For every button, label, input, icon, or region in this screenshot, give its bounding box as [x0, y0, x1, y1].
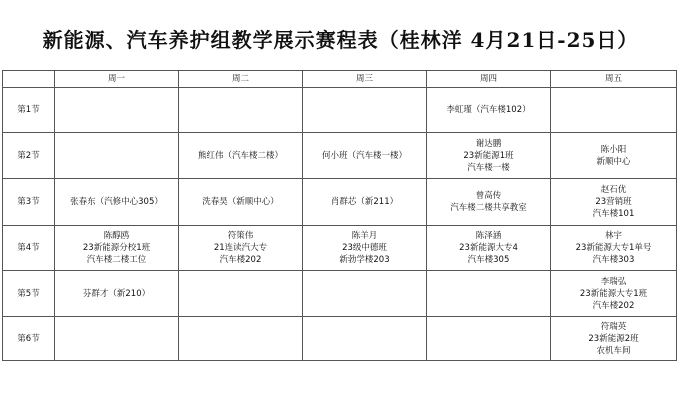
class-name: 21连读汽大专 [213, 243, 268, 253]
day-header-mon: 周一 [55, 71, 179, 88]
day-header-fri: 周五 [551, 71, 677, 88]
header-row [3, 71, 677, 88]
period-label-1: 第1节 [3, 88, 55, 133]
cell-p2-fri [551, 133, 677, 179]
teacher-name: 符瑞英 [600, 321, 627, 332]
cell-p3-thu [427, 179, 551, 226]
location: 汽车楼二楼工位 [86, 255, 147, 265]
cell-text: 李虹瑾（汽车楼102） [446, 105, 531, 115]
period-row-3 [3, 179, 677, 226]
cell-text: 何小班（汽车楼一楼） [321, 150, 407, 161]
cell-p4-wed [303, 226, 427, 271]
teacher-name: 曾高传 [475, 191, 502, 201]
cell-p5-thu [427, 271, 551, 317]
location: 新顺中心 [596, 156, 631, 167]
cell-p6-wed [303, 317, 427, 361]
cell-text: 芬群才（新210） [82, 288, 151, 299]
class-name: 23级中德班 [342, 243, 387, 253]
teacher-name: 陈小阳 [600, 144, 627, 155]
cell-p3-wed [303, 179, 427, 226]
teacher-name: 谢达鹏 [475, 138, 502, 149]
cell-p3-tue [179, 179, 303, 226]
location: 汽车楼101 [592, 209, 635, 219]
cell-p5-fri [551, 271, 677, 317]
page-title: 新能源、汽车养护组教学展示赛程表（桂林洋 4月21日-25日） [42, 28, 639, 52]
location: 汽车楼303 [592, 255, 635, 265]
cell-p4-thu [427, 226, 551, 271]
cell-p2-tue [179, 133, 303, 179]
location: 汽车楼202 [219, 255, 262, 265]
period-row-6 [3, 317, 677, 361]
cell-text: 洗春昊（新顺中心） [202, 197, 279, 207]
teacher-name: 符策伟 [227, 231, 254, 241]
cell-p1-mon [55, 88, 179, 133]
cell-p2-thu [427, 133, 551, 179]
teacher-name: 赵石优 [600, 185, 627, 195]
class-name: 23新能源1班 [463, 150, 514, 161]
cell-p4-fri [551, 226, 677, 271]
corner-cell [3, 71, 55, 88]
cell-p2-wed [303, 133, 427, 179]
class-name: 23新能源大专1单号 [575, 243, 652, 253]
cell-p3-mon [55, 179, 179, 226]
period-row-5 [3, 271, 677, 317]
location: 汽车楼二楼共享教室 [450, 203, 527, 213]
location: 汽车楼305 [467, 255, 510, 265]
cell-text: 肖群芯（新211） [330, 197, 399, 207]
cell-p4-tue [179, 226, 303, 271]
day-header-tue: 周二 [179, 71, 303, 88]
cell-p5-tue [179, 271, 303, 317]
location: 汽车楼202 [592, 300, 635, 311]
cell-p5-mon [55, 271, 179, 317]
cell-text: 熊红伟（汽车楼二楼） [197, 150, 283, 161]
period-label-4: 第4节 [3, 226, 55, 271]
cell-p1-fri [551, 88, 677, 133]
class-name: 23新能源分校1班 [82, 243, 151, 253]
cell-p2-mon [55, 133, 179, 179]
class-name: 23营销班 [595, 197, 632, 207]
teacher-name: 李瑞弘 [600, 276, 627, 287]
location: 汽车楼一楼 [467, 162, 510, 173]
schedule-table [2, 70, 677, 361]
teacher-name: 陈醇鸥 [103, 231, 130, 241]
period-label-2: 第2节 [3, 133, 55, 179]
cell-p3-fri [551, 179, 677, 226]
cell-p1-tue [179, 88, 303, 133]
cell-text: 张春东（汽修中心305） [70, 197, 163, 207]
cell-p6-fri [551, 317, 677, 361]
period-row-2 [3, 133, 677, 179]
period-label-5: 第5节 [3, 271, 55, 317]
cell-p1-wed [303, 88, 427, 133]
period-label-6: 第6节 [3, 317, 55, 361]
class-name: 23新能源大专1班 [579, 288, 648, 299]
cell-p5-wed [303, 271, 427, 317]
period-row-4 [3, 226, 677, 271]
teacher-name: 林宇 [604, 231, 622, 241]
period-label-3: 第3节 [3, 179, 55, 226]
teacher-name: 陈羊月 [351, 231, 378, 241]
cell-p6-thu [427, 317, 551, 361]
period-row-1 [3, 88, 677, 133]
cell-p4-mon [55, 226, 179, 271]
cell-p6-tue [179, 317, 303, 361]
class-name: 23新能源大专4 [459, 243, 518, 253]
cell-p1-thu [427, 88, 551, 133]
day-header-wed: 周三 [303, 71, 427, 88]
day-header-thu: 周四 [427, 71, 551, 88]
location: 农机车间 [596, 345, 631, 356]
cell-p6-mon [55, 317, 179, 361]
class-name: 23新能源2班 [588, 333, 639, 344]
teacher-name: 陈泽涵 [475, 231, 502, 241]
location: 新勃学楼203 [339, 255, 390, 265]
